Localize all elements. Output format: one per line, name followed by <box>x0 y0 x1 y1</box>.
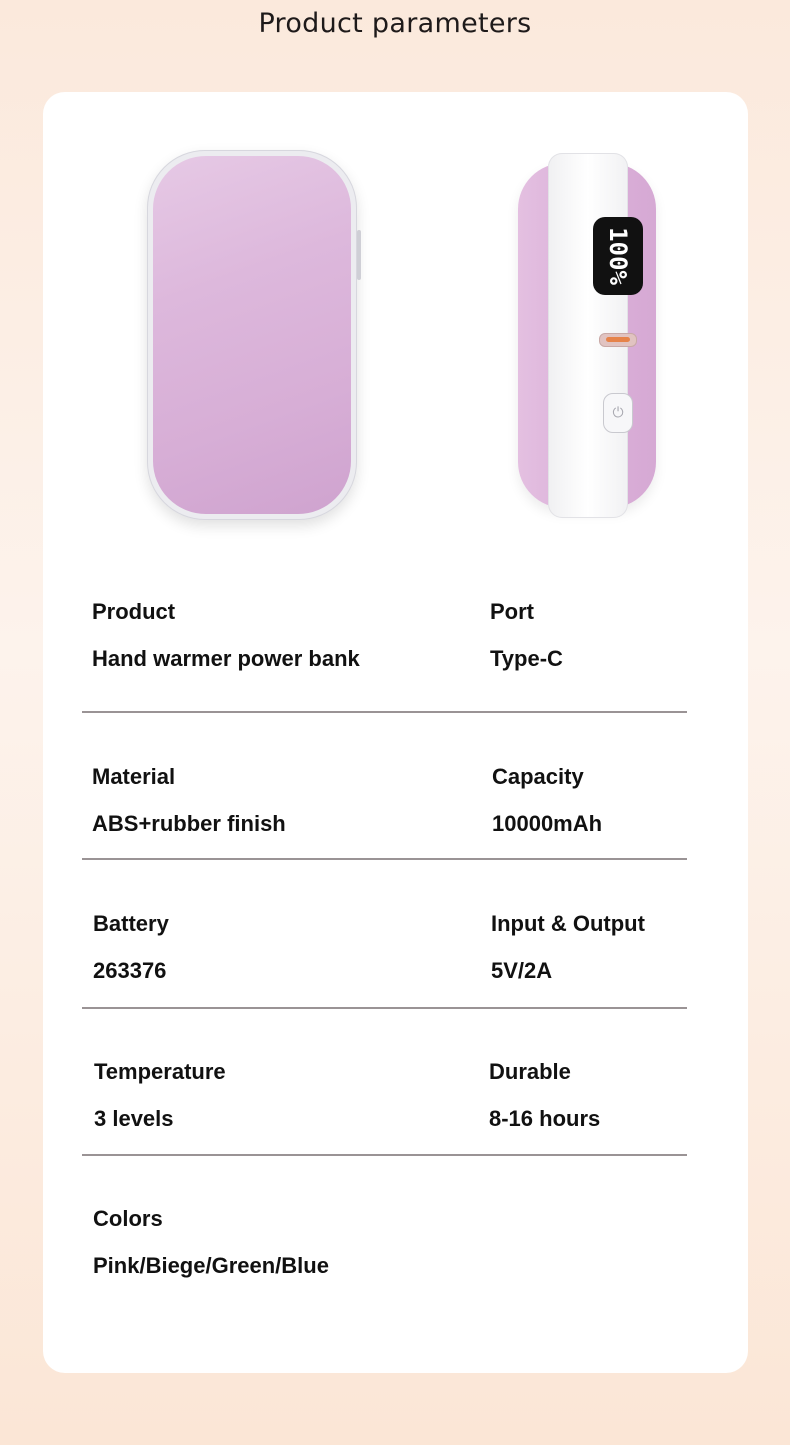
spec-temperature <box>94 1059 226 1132</box>
spec-label: Colors <box>93 1206 163 1231</box>
divider <box>82 1007 687 1009</box>
spec-material <box>92 764 286 837</box>
spec-value: ABS+rubber finish <box>92 811 286 836</box>
spec-value: 8-16 hours <box>489 1106 601 1131</box>
spec-label: Battery <box>93 911 169 936</box>
spec-value: Hand warmer power bank <box>92 646 360 671</box>
spec-label: Temperature <box>94 1059 226 1084</box>
spec-value: 3 levels <box>94 1106 174 1131</box>
divider <box>82 711 687 713</box>
product-front-image <box>147 150 357 520</box>
spec-label: Input & Output <box>491 911 645 936</box>
spec-input-output <box>491 911 645 984</box>
spec-port <box>490 599 563 672</box>
spec-product <box>92 599 360 672</box>
divider <box>82 1154 687 1156</box>
spec-value: Type-C <box>490 646 563 671</box>
spec-label: Capacity <box>492 764 584 789</box>
spec-colors <box>93 1206 329 1279</box>
spec-label: Port <box>490 599 534 624</box>
product-front-face <box>153 156 351 514</box>
battery-display-reading: 100% <box>604 227 633 285</box>
power-button-icon <box>603 393 633 433</box>
spec-value: 263376 <box>93 958 167 983</box>
power-icon: ⏻ <box>612 405 624 421</box>
product-side-image <box>518 153 656 518</box>
battery-display <box>593 217 643 295</box>
usb-c-port-icon <box>599 333 637 347</box>
product-side-button <box>357 230 361 280</box>
spec-durable <box>489 1059 600 1132</box>
spec-value: Pink/Biege/Green/Blue <box>93 1253 329 1278</box>
spec-label: Product <box>92 599 176 624</box>
page-title: Product parameters <box>258 8 532 39</box>
spec-value: 10000mAh <box>492 811 603 836</box>
spec-label: Material <box>92 764 176 789</box>
divider <box>82 858 687 860</box>
spec-value: 5V/2A <box>491 958 553 983</box>
spec-label: Durable <box>489 1059 571 1084</box>
product-side-band <box>548 153 633 518</box>
spec-battery <box>93 911 169 984</box>
spec-capacity <box>492 764 602 837</box>
